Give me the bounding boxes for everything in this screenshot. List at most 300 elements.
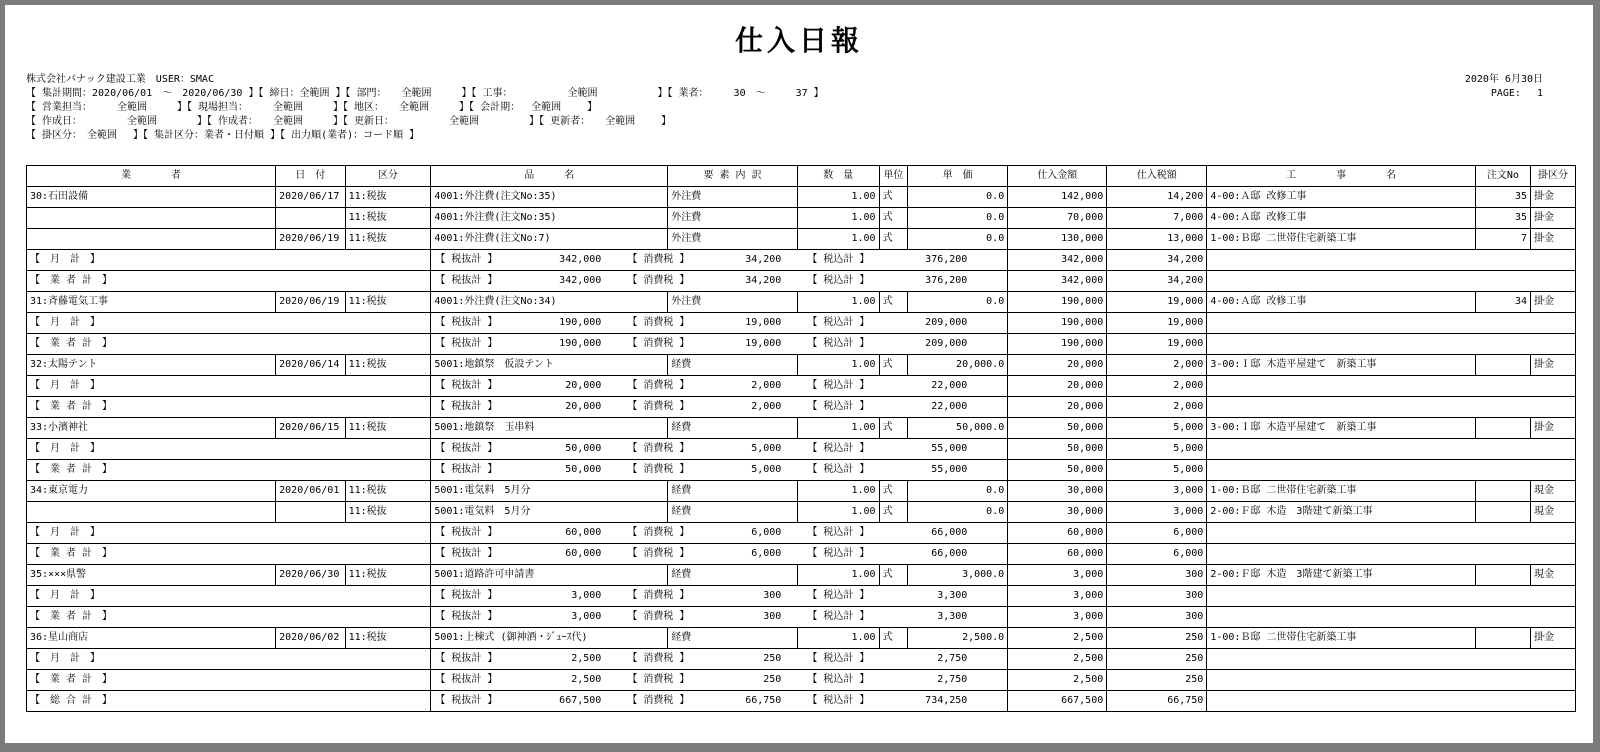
subtotal-breakdown <box>431 313 1007 333</box>
tax-cell: 19,000 <box>1107 292 1207 313</box>
subtotal-incl-label: 【 税込計 】 <box>807 611 870 622</box>
subtotal-row <box>27 334 1576 355</box>
vendor-cell <box>27 208 276 229</box>
table-row <box>27 628 1576 649</box>
subtotal-tax-label: 【 消費税 】 <box>627 674 690 685</box>
element-cell: 経費 <box>668 628 798 649</box>
amount-cell: 130,000 <box>1008 229 1107 250</box>
vendor-cell: 36:星山商店 <box>27 628 276 649</box>
subtotal-incl-value: 734,250 <box>925 695 968 706</box>
subtotal-excl-label: 【 税抜計 】 <box>435 275 498 286</box>
payment-type-cell: 掛金 <box>1530 229 1575 250</box>
subtotal-blank-cell <box>1207 313 1576 334</box>
subtotal-excl-value: 2,500 <box>571 653 602 664</box>
item-name-cell: 5001:地鎮祭 仮設テント <box>431 355 668 376</box>
subtotal-excl-label: 【 税抜計 】 <box>435 317 498 328</box>
order-no-cell <box>1475 355 1530 376</box>
unit-cell: 式 <box>879 355 908 376</box>
price-cell: 0.0 <box>908 502 1008 523</box>
price-cell: 0.0 <box>908 187 1008 208</box>
unit-cell: 式 <box>879 502 908 523</box>
subtotal-incl-label: 【 税込計 】 <box>807 464 870 475</box>
subtotal-label-cell: 【 月 計 】 <box>27 523 431 544</box>
element-cell: 経費 <box>668 418 798 439</box>
subtotal-excl-label: 【 税抜計 】 <box>435 338 498 349</box>
condition-line: 【 営業担当： 全範囲 】【 現場担当： 全範囲 】【 地区： 全範囲 】【 会計期： 全範囲 】 <box>26 102 598 113</box>
subtotal-blank-cell <box>1207 250 1576 271</box>
subtotal-excl-label: 【 税抜計 】 <box>435 653 498 664</box>
subtotal-tax-label: 【 消費税 】 <box>627 695 690 706</box>
subtotal-incl-value: 55,000 <box>931 443 968 454</box>
element-cell: 経費 <box>668 565 798 586</box>
subtotal-tax-label: 【 消費税 】 <box>627 590 690 601</box>
subtotal-tax-label: 【 消費税 】 <box>627 611 690 622</box>
subtotal-breakdown-cell <box>431 544 1008 565</box>
subtotal-amount-cell: 2,500 <box>1008 649 1107 670</box>
condition-line: 【 集計期間：2020/06/01 ～ 2020/06/30 】【 締日：全範囲 】【 部門： 全範囲 】【 工事： 全範囲 】【 業者： 30 ～ 37 】 <box>26 88 824 99</box>
unit-cell: 式 <box>879 418 908 439</box>
subtotal-tax-label: 【 消費税 】 <box>627 380 690 391</box>
purchase-report-table <box>26 165 1576 712</box>
col-header-qty: 数 量 <box>797 166 879 187</box>
table-row <box>27 229 1576 250</box>
order-no-cell <box>1475 628 1530 649</box>
kubun-cell: 11:税抜 <box>345 208 431 229</box>
qty-cell: 1.00 <box>797 292 879 313</box>
subtotal-amount-cell: 342,000 <box>1008 250 1107 271</box>
subtotal-incl-value: 376,200 <box>925 254 968 265</box>
subtotal-tax-cell: 5,000 <box>1107 460 1207 481</box>
project-cell: 4-00:Ａ邸 改修工事 <box>1207 208 1476 229</box>
subtotal-tax-label: 【 消費税 】 <box>627 338 690 349</box>
company-user-line: 株式会社パナック建設工業 USER：SMAC <box>26 74 214 85</box>
subtotal-label-cell: 【 月 計 】 <box>27 313 431 334</box>
unit-cell: 式 <box>879 481 908 502</box>
qty-cell: 1.00 <box>797 208 879 229</box>
subtotal-incl-label: 【 税込計 】 <box>807 275 870 286</box>
subtotal-incl-value: 66,000 <box>931 527 968 538</box>
date-cell: 2020/06/01 <box>276 481 345 502</box>
subtotal-blank-cell <box>1207 691 1576 712</box>
item-name-cell: 5001:地鎮祭 玉串料 <box>431 418 668 439</box>
unit-cell: 式 <box>879 187 908 208</box>
subtotal-blank-cell <box>1207 544 1576 565</box>
subtotal-tax-cell: 6,000 <box>1107 544 1207 565</box>
subtotal-row <box>27 397 1576 418</box>
subtotal-amount-cell: 50,000 <box>1008 439 1107 460</box>
subtotal-excl-value: 3,000 <box>571 611 602 622</box>
subtotal-label-cell: 【 業 者 計 】 <box>27 670 431 691</box>
payment-type-cell: 掛金 <box>1530 187 1575 208</box>
subtotal-row <box>27 523 1576 544</box>
subtotal-amount-cell: 342,000 <box>1008 271 1107 292</box>
subtotal-tax-value: 6,000 <box>751 548 782 559</box>
vendor-cell: 32:太陽テント <box>27 355 276 376</box>
qty-cell: 1.00 <box>797 355 879 376</box>
date-cell: 2020/06/02 <box>276 628 345 649</box>
subtotal-breakdown-cell <box>431 649 1008 670</box>
subtotal-row <box>27 313 1576 334</box>
amount-cell: 3,000 <box>1008 565 1107 586</box>
item-name-cell: 5001:電気料 5月分 <box>431 481 668 502</box>
subtotal-breakdown-cell <box>431 460 1008 481</box>
subtotal-excl-label: 【 税抜計 】 <box>435 674 498 685</box>
payment-type-cell: 掛金 <box>1530 292 1575 313</box>
page-number: PAGE: 1 <box>1490 88 1543 99</box>
date-cell: 2020/06/15 <box>276 418 345 439</box>
subtotal-incl-value: 376,200 <box>925 275 968 286</box>
subtotal-incl-label: 【 税込計 】 <box>807 590 870 601</box>
kubun-cell: 11:税抜 <box>345 187 431 208</box>
unit-cell: 式 <box>879 628 908 649</box>
table-row <box>27 187 1576 208</box>
condition-line: 【 掛区分： 全範囲 】【 集計区分：業者・日付順 】【 出力順(業者)：コード順 】 <box>26 130 420 141</box>
price-cell: 50,000.0 <box>908 418 1008 439</box>
subtotal-incl-value: 55,000 <box>931 464 968 475</box>
amount-cell: 30,000 <box>1008 502 1107 523</box>
subtotal-amount-cell: 60,000 <box>1008 523 1107 544</box>
subtotal-label-cell: 【 月 計 】 <box>27 586 431 607</box>
element-cell: 外注費 <box>668 187 798 208</box>
subtotal-tax-value: 300 <box>763 611 782 622</box>
col-header-vendor: 業 者 <box>27 166 276 187</box>
vendor-cell: 31:斉藤電気工事 <box>27 292 276 313</box>
subtotal-tax-cell: 19,000 <box>1107 313 1207 334</box>
subtotal-incl-value: 3,300 <box>937 590 968 601</box>
subtotal-breakdown-cell <box>431 439 1008 460</box>
subtotal-tax-value: 5,000 <box>751 464 782 475</box>
subtotal-tax-label: 【 消費税 】 <box>627 464 690 475</box>
subtotal-tax-cell: 5,000 <box>1107 439 1207 460</box>
subtotal-breakdown-cell <box>431 607 1008 628</box>
order-no-cell: 7 <box>1475 229 1530 250</box>
order-no-cell: 35 <box>1475 208 1530 229</box>
subtotal-tax-value: 66,750 <box>745 695 782 706</box>
table-row <box>27 292 1576 313</box>
subtotal-breakdown <box>431 439 1007 459</box>
kubun-cell: 11:税抜 <box>345 502 431 523</box>
amount-cell: 30,000 <box>1008 481 1107 502</box>
subtotal-incl-value: 2,750 <box>937 674 968 685</box>
amount-cell: 190,000 <box>1008 292 1107 313</box>
subtotal-breakdown <box>431 460 1007 480</box>
element-cell: 外注費 <box>668 229 798 250</box>
vendor-cell <box>27 229 276 250</box>
report-conditions <box>26 73 824 143</box>
subtotal-breakdown <box>431 607 1007 627</box>
payment-type-cell: 現金 <box>1530 481 1575 502</box>
kubun-cell: 11:税抜 <box>345 481 431 502</box>
subtotal-blank-cell <box>1207 523 1576 544</box>
project-cell: 3-00:Ｉ邸 木造平屋建て 新築工事 <box>1207 355 1476 376</box>
subtotal-tax-cell: 300 <box>1107 586 1207 607</box>
subtotal-tax-cell: 34,200 <box>1107 271 1207 292</box>
subtotal-breakdown <box>431 397 1007 417</box>
subtotal-tax-value: 34,200 <box>745 275 782 286</box>
col-header-order-no: 注文No <box>1475 166 1530 187</box>
item-name-cell: 5001:電気料 5月分 <box>431 502 668 523</box>
subtotal-tax-label: 【 消費税 】 <box>627 254 690 265</box>
subtotal-excl-value: 190,000 <box>559 338 602 349</box>
subtotal-label-cell: 【 月 計 】 <box>27 376 431 397</box>
tax-cell: 14,200 <box>1107 187 1207 208</box>
subtotal-tax-cell: 2,000 <box>1107 376 1207 397</box>
date-cell: 2020/06/30 <box>276 565 345 586</box>
kubun-cell: 11:税抜 <box>345 628 431 649</box>
subtotal-excl-label: 【 税抜計 】 <box>435 527 498 538</box>
subtotal-breakdown <box>431 691 1007 711</box>
subtotal-excl-value: 2,500 <box>571 674 602 685</box>
subtotal-row <box>27 691 1576 712</box>
subtotal-breakdown-cell <box>431 586 1008 607</box>
project-cell: 2-00:Ｆ邸 木造 3階建て新築工事 <box>1207 502 1476 523</box>
price-cell: 0.0 <box>908 481 1008 502</box>
vendor-cell: 33:小濱神社 <box>27 418 276 439</box>
subtotal-amount-cell: 190,000 <box>1008 313 1107 334</box>
qty-cell: 1.00 <box>797 628 879 649</box>
project-cell: 2-00:Ｆ邸 木造 3階建て新築工事 <box>1207 565 1476 586</box>
unit-cell: 式 <box>879 292 908 313</box>
subtotal-amount-cell: 50,000 <box>1008 460 1107 481</box>
subtotal-label-cell: 【 業 者 計 】 <box>27 460 431 481</box>
tax-cell: 7,000 <box>1107 208 1207 229</box>
qty-cell: 1.00 <box>797 481 879 502</box>
col-header-element: 要 素 内 訳 <box>668 166 798 187</box>
price-cell: 3,000.0 <box>908 565 1008 586</box>
subtotal-tax-value: 250 <box>763 674 782 685</box>
element-cell: 外注費 <box>668 292 798 313</box>
subtotal-label-cell: 【 業 者 計 】 <box>27 271 431 292</box>
subtotal-excl-value: 60,000 <box>565 527 602 538</box>
table-row <box>27 208 1576 229</box>
kubun-cell: 11:税抜 <box>345 355 431 376</box>
subtotal-label-cell: 【 業 者 計 】 <box>27 544 431 565</box>
col-header-item: 品 名 <box>431 166 668 187</box>
report-date: 2020年 6月30日 <box>1464 74 1543 85</box>
project-cell: 4-00:Ａ邸 改修工事 <box>1207 292 1476 313</box>
subtotal-excl-value: 60,000 <box>565 548 602 559</box>
vendor-cell: 34:東京電力 <box>27 481 276 502</box>
unit-cell: 式 <box>879 565 908 586</box>
subtotal-amount-cell: 2,500 <box>1008 670 1107 691</box>
col-header-payment-type: 掛区分 <box>1530 166 1575 187</box>
subtotal-blank-cell <box>1207 607 1576 628</box>
kubun-cell: 11:税抜 <box>345 418 431 439</box>
subtotal-tax-cell: 34,200 <box>1107 250 1207 271</box>
subtotal-breakdown <box>431 250 1007 270</box>
subtotal-incl-value: 2,750 <box>937 653 968 664</box>
subtotal-excl-value: 20,000 <box>565 401 602 412</box>
subtotal-excl-value: 3,000 <box>571 590 602 601</box>
subtotal-blank-cell <box>1207 649 1576 670</box>
subtotal-tax-label: 【 消費税 】 <box>627 653 690 664</box>
table-row <box>27 481 1576 502</box>
subtotal-excl-label: 【 税抜計 】 <box>435 590 498 601</box>
subtotal-tax-cell: 6,000 <box>1107 523 1207 544</box>
project-cell: 3-00:Ｉ邸 木造平屋建て 新築工事 <box>1207 418 1476 439</box>
subtotal-breakdown <box>431 670 1007 690</box>
tax-cell: 2,000 <box>1107 355 1207 376</box>
tax-cell: 5,000 <box>1107 418 1207 439</box>
subtotal-label-cell: 【 業 者 計 】 <box>27 607 431 628</box>
unit-cell: 式 <box>879 208 908 229</box>
project-cell: 4-00:Ａ邸 改修工事 <box>1207 187 1476 208</box>
payment-type-cell: 掛金 <box>1530 418 1575 439</box>
table-header-row <box>27 166 1576 187</box>
subtotal-label-cell: 【 月 計 】 <box>27 439 431 460</box>
vendor-cell: 30:石田設備 <box>27 187 276 208</box>
col-header-tax: 仕入税額 <box>1107 166 1207 187</box>
subtotal-blank-cell <box>1207 376 1576 397</box>
element-cell: 経費 <box>668 355 798 376</box>
subtotal-breakdown-cell <box>431 397 1008 418</box>
report-title: 仕入日報 <box>734 24 863 57</box>
item-name-cell: 4001:外注費(注文No:35) <box>431 208 668 229</box>
project-cell: 1-00:Ｂ邸 二世帯住宅新築工事 <box>1207 229 1476 250</box>
subtotal-tax-value: 19,000 <box>745 317 782 328</box>
subtotal-breakdown-cell <box>431 376 1008 397</box>
subtotal-excl-label: 【 税抜計 】 <box>435 254 498 265</box>
item-name-cell: 5001:道路許可申請書 <box>431 565 668 586</box>
subtotal-incl-label: 【 税込計 】 <box>807 443 870 454</box>
subtotal-amount-cell: 60,000 <box>1008 544 1107 565</box>
col-header-amount: 仕入金額 <box>1008 166 1107 187</box>
amount-cell: 142,000 <box>1008 187 1107 208</box>
amount-cell: 2,500 <box>1008 628 1107 649</box>
subtotal-incl-label: 【 税込計 】 <box>807 653 870 664</box>
subtotal-breakdown <box>431 586 1007 606</box>
subtotal-breakdown <box>431 523 1007 543</box>
kubun-cell: 11:税抜 <box>345 292 431 313</box>
subtotal-excl-value: 667,500 <box>559 695 602 706</box>
subtotal-tax-label: 【 消費税 】 <box>627 548 690 559</box>
price-cell: 2,500.0 <box>908 628 1008 649</box>
subtotal-incl-label: 【 税込計 】 <box>807 674 870 685</box>
subtotal-label-cell: 【 総 合 計 】 <box>27 691 431 712</box>
price-cell: 0.0 <box>908 208 1008 229</box>
date-cell: 2020/06/17 <box>276 187 345 208</box>
payment-type-cell: 現金 <box>1530 565 1575 586</box>
subtotal-excl-label: 【 税抜計 】 <box>435 548 498 559</box>
subtotal-incl-value: 3,300 <box>937 611 968 622</box>
subtotal-row <box>27 544 1576 565</box>
subtotal-blank-cell <box>1207 271 1576 292</box>
subtotal-excl-value: 50,000 <box>565 443 602 454</box>
subtotal-breakdown-cell <box>431 670 1008 691</box>
subtotal-excl-value: 342,000 <box>559 254 602 265</box>
subtotal-incl-label: 【 税込計 】 <box>807 317 870 328</box>
subtotal-incl-value: 209,000 <box>925 338 968 349</box>
amount-cell: 50,000 <box>1008 418 1107 439</box>
subtotal-incl-label: 【 税込計 】 <box>807 380 870 391</box>
subtotal-breakdown-cell <box>431 250 1008 271</box>
payment-type-cell: 掛金 <box>1530 355 1575 376</box>
subtotal-incl-value: 66,000 <box>931 548 968 559</box>
date-cell: 2020/06/19 <box>276 229 345 250</box>
subtotal-tax-label: 【 消費税 】 <box>627 443 690 454</box>
subtotal-breakdown-cell <box>431 271 1008 292</box>
qty-cell: 1.00 <box>797 187 879 208</box>
subtotal-tax-value: 2,000 <box>751 380 782 391</box>
payment-type-cell: 掛金 <box>1530 208 1575 229</box>
table-row <box>27 565 1576 586</box>
condition-line: 【 作成日： 全範囲 】【 作成者： 全範囲 】【 更新日： 全範囲 】【 更新者： 全範囲 】 <box>26 116 672 127</box>
subtotal-amount-cell: 667,500 <box>1008 691 1107 712</box>
subtotal-excl-label: 【 税抜計 】 <box>435 695 498 706</box>
report-meta <box>1465 73 1543 101</box>
subtotal-tax-cell: 250 <box>1107 670 1207 691</box>
subtotal-tax-label: 【 消費税 】 <box>627 401 690 412</box>
subtotal-tax-value: 34,200 <box>745 254 782 265</box>
subtotal-tax-label: 【 消費税 】 <box>627 275 690 286</box>
subtotal-breakdown <box>431 271 1007 291</box>
element-cell: 経費 <box>668 481 798 502</box>
subtotal-tax-cell: 19,000 <box>1107 334 1207 355</box>
subtotal-breakdown-cell <box>431 313 1008 334</box>
subtotal-blank-cell <box>1207 670 1576 691</box>
order-no-cell: 35 <box>1475 187 1530 208</box>
subtotal-tax-cell: 300 <box>1107 607 1207 628</box>
date-cell: 2020/06/19 <box>276 292 345 313</box>
subtotal-blank-cell <box>1207 586 1576 607</box>
price-cell: 0.0 <box>908 292 1008 313</box>
unit-cell: 式 <box>879 229 908 250</box>
subtotal-amount-cell: 3,000 <box>1008 586 1107 607</box>
element-cell: 外注費 <box>668 208 798 229</box>
subtotal-incl-label: 【 税込計 】 <box>807 548 870 559</box>
subtotal-tax-cell: 250 <box>1107 649 1207 670</box>
subtotal-tax-value: 250 <box>763 653 782 664</box>
col-header-price: 単 価 <box>908 166 1008 187</box>
tax-cell: 13,000 <box>1107 229 1207 250</box>
subtotal-tax-cell: 66,750 <box>1107 691 1207 712</box>
subtotal-tax-value: 300 <box>763 590 782 601</box>
tax-cell: 250 <box>1107 628 1207 649</box>
subtotal-excl-value: 50,000 <box>565 464 602 475</box>
date-cell <box>276 208 345 229</box>
item-name-cell: 4001:外注費(注文No:7) <box>431 229 668 250</box>
date-cell: 2020/06/14 <box>276 355 345 376</box>
subtotal-excl-label: 【 税抜計 】 <box>435 401 498 412</box>
item-name-cell: 4001:外注費(注文No:35) <box>431 187 668 208</box>
subtotal-incl-label: 【 税込計 】 <box>807 695 870 706</box>
subtotal-row <box>27 460 1576 481</box>
subtotal-breakdown-cell <box>431 691 1008 712</box>
subtotal-row <box>27 649 1576 670</box>
report-sheet <box>5 5 1593 743</box>
subtotal-row <box>27 376 1576 397</box>
project-cell: 1-00:Ｂ邸 二世帯住宅新築工事 <box>1207 481 1476 502</box>
col-header-date: 日 付 <box>276 166 345 187</box>
table-row <box>27 355 1576 376</box>
subtotal-excl-label: 【 税抜計 】 <box>435 464 498 475</box>
subtotal-tax-value: 5,000 <box>751 443 782 454</box>
subtotal-amount-cell: 190,000 <box>1008 334 1107 355</box>
subtotal-breakdown <box>431 544 1007 564</box>
subtotal-tax-label: 【 消費税 】 <box>627 317 690 328</box>
vendor-cell: 35:×××県警 <box>27 565 276 586</box>
subtotal-tax-value: 2,000 <box>751 401 782 412</box>
subtotal-incl-label: 【 税込計 】 <box>807 527 870 538</box>
subtotal-row <box>27 271 1576 292</box>
kubun-cell: 11:税抜 <box>345 565 431 586</box>
col-header-project: 工 事 名 <box>1207 166 1476 187</box>
subtotal-amount-cell: 3,000 <box>1008 607 1107 628</box>
tax-cell: 300 <box>1107 565 1207 586</box>
tax-cell: 3,000 <box>1107 481 1207 502</box>
subtotal-row <box>27 439 1576 460</box>
subtotal-excl-value: 342,000 <box>559 275 602 286</box>
